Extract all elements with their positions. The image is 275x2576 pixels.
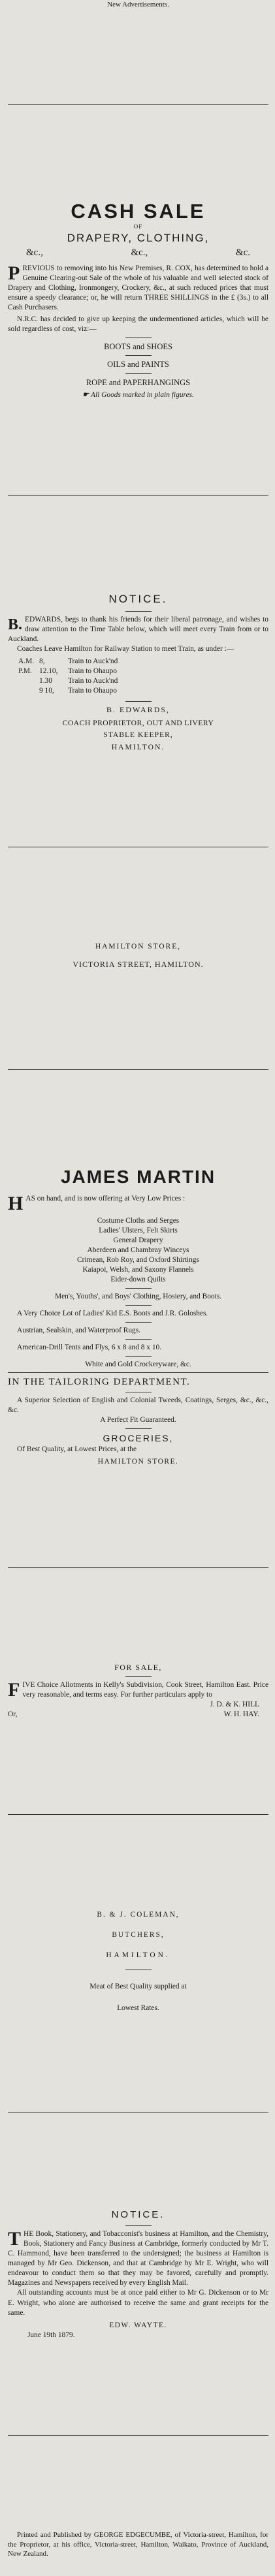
- divider: [8, 2435, 268, 2436]
- timetable-row: [18, 686, 268, 696]
- ampm-label: [18, 676, 39, 686]
- drop-cap: P: [8, 262, 20, 284]
- etc-text: &c.: [235, 247, 250, 258]
- body-text: AS on hand, and is now offering at Very Low Prices :: [25, 1194, 186, 1202]
- list-item: OILS and PAINTS: [107, 360, 169, 369]
- time-label: 12.10,: [39, 667, 58, 676]
- stock-item: Men's, Youths', and Boys' Clothing, Hosiery, and Boots.: [54, 1292, 222, 1300]
- body-text: HE Book, Stationery, and Tobacconist's business at Hamilton, and the Chemistry, Book, Stationery and Fancy Business at Cambridge, formerly conducted by Mr T. C. Hammond, have been transferred to the undersigned; the business at Hamilton is managed by Mr Geo. Dickenson, and that at Cambridge by Mr E. Wright, who will endeavour to conduct them so that they may be favored, carefully and promptly. Magazines and Newspapers received by every English Mail.: [8, 2230, 268, 2287]
- etc-line: [26, 247, 250, 260]
- section-heading: GROCERIES,: [103, 1433, 174, 1444]
- stock-item: Kaiapoi, Welsh, and Saxony Flannels: [82, 1265, 194, 1274]
- divider: [125, 2225, 152, 2226]
- cash-sale-advert: [8, 200, 268, 401]
- divider: [125, 611, 152, 612]
- train-label: Train to Ohaupo: [68, 687, 117, 695]
- store-address: VICTORIA STREET, HAMILTON.: [73, 960, 204, 969]
- divider: [125, 1356, 152, 1357]
- trade-line: BUTCHERS,: [112, 1930, 165, 1939]
- etc-text: &c.,: [131, 247, 148, 258]
- list-item: ROPE and PAPERHANGINGS: [86, 377, 191, 387]
- body-text: Lowest Rates.: [117, 2003, 159, 2012]
- notice-body: [8, 615, 268, 644]
- place-line: HAMILTON.: [111, 742, 165, 751]
- signature: W. H. HAY.: [223, 1710, 259, 1719]
- stock-item: Eider-down Quilts: [110, 1275, 166, 1283]
- signature: EDW. WAYTE.: [109, 2321, 167, 2329]
- divider: [8, 1372, 268, 1373]
- goods-heading: DRAPERY, CLOTHING,: [67, 231, 210, 244]
- advert-body: [8, 1192, 268, 1214]
- advert-title: B. & J. COLEMAN,: [97, 1910, 180, 1919]
- title-line: STABLE KEEPER,: [103, 730, 173, 740]
- section-header: New Advertisements.: [107, 1, 169, 8]
- imprint: Printed and Published by GEORGE EDGECUMBE, of Victoria-street, Hamilton, for the Proprietor, at his office, Victoria-street, Hamilton, Waikato, Province of Auckland, New Zealand.: [8, 2531, 268, 2558]
- stock-item: General Drapery: [113, 1236, 163, 1244]
- timetable: [18, 657, 268, 696]
- body-text: REVIOUS to removing into his New Premises, R. COX, has determined to hold a Genuine Clearing-out Sale of the whole of his valuable and well selected stock of Drapery and Clothing, Ironmongery, Crockery, &c., at such reduced prices that must ensure a speedy clearance; or, he will return THREE SHILLINGS in the £ (3s.) to all Cash Purchasers.: [8, 264, 268, 311]
- stock-item: Costume Cloths and Serges: [97, 1216, 180, 1225]
- stock-item: Of Best Quality, at Lowest Prices, at the: [17, 1445, 137, 1453]
- advert-title: FOR SALE,: [114, 1663, 162, 1673]
- advert-body: [8, 1680, 268, 1700]
- etc-text: &c.,: [26, 247, 43, 258]
- train-label: Train to Auck'nd: [68, 677, 118, 685]
- divider: [125, 1676, 152, 1677]
- signature: J. D. & K. HILL: [210, 1701, 259, 1709]
- advert-title: CASH SALE: [71, 199, 206, 223]
- section-heading: IN THE TAILORING DEPARTMENT.: [8, 1377, 191, 1388]
- notice-body: Coaches Leave Hamilton for Railway Station to meet Train, as under :—: [17, 644, 235, 653]
- advert-body: N.R.C. has decided to give up keeping the undermentioned articles, which will be sold regardless of cost, viz:—: [8, 315, 268, 333]
- store-name: HAMILTON STORE,: [95, 943, 182, 951]
- stock-item: Aberdeen and Chambray Winceys: [87, 1246, 189, 1254]
- closing-line: HAMILTON STORE.: [97, 1457, 179, 1466]
- pointing-hand-icon: ☛: [82, 391, 91, 400]
- divider: [125, 1322, 152, 1323]
- advert-body: [8, 264, 268, 313]
- advert-title: JAMES MARTIN: [60, 1166, 216, 1187]
- divider: [125, 1288, 152, 1289]
- divider: [125, 701, 152, 702]
- signature-line: [8, 1710, 268, 1720]
- or-label: Or,: [8, 1710, 18, 1719]
- divider: [8, 104, 268, 105]
- wayte-notice: [8, 2208, 268, 2340]
- time-label: 1.30: [39, 677, 52, 685]
- divider: [125, 1428, 152, 1429]
- timetable-row: [18, 676, 268, 686]
- divider: [125, 1305, 152, 1306]
- divider: [125, 355, 152, 356]
- divider: [125, 1339, 152, 1340]
- title-line: COACH PROPRIETOR, OUT AND LIVERY: [62, 719, 214, 728]
- notice-heading: NOTICE.: [111, 2209, 165, 2221]
- train-label: Train to Ohaupo: [68, 667, 117, 676]
- drop-cap: F: [8, 1679, 20, 1701]
- stock-item: A Superior Selection of English and Colonial Tweeds, Coatings, Serges, &c., &c., &c.: [8, 1396, 268, 1415]
- notice-body: [8, 2229, 268, 2288]
- train-label: Train to Auck'nd: [68, 657, 118, 665]
- footer-line: [8, 390, 268, 400]
- stock-item: A Very Choice Lot of Ladies' Kid E.S. Boots and J.R. Goloshes.: [17, 1309, 208, 1317]
- ampm-label: P.M.: [18, 667, 32, 676]
- notice-body: All outstanding accounts must be at once paid either to Mr G. Dickenson or to Mr E. Wright, who alone are authorised to receive the same and grant receipts for the same.: [8, 2289, 268, 2317]
- for-sale-advert: [8, 1663, 268, 1720]
- body-text: Meat of Best Quality supplied at: [89, 1982, 187, 1990]
- of-label: OF: [133, 223, 143, 230]
- divider: [8, 1814, 268, 1815]
- stock-item: A Perfect Fit Guaranteed.: [100, 1416, 176, 1424]
- notice-heading: NOTICE.: [108, 592, 168, 605]
- body-text: EDWARDS, begs to thank his friends for their liberal patronage, and wishes to draw attention to the Time Table below, which will meet every Train from or to Auckland.: [8, 615, 268, 643]
- timetable-row: [18, 667, 268, 676]
- signature: B. EDWARDS,: [106, 705, 170, 715]
- drop-cap: B.: [8, 616, 23, 633]
- drop-cap: H: [8, 1192, 24, 1214]
- divider: [8, 495, 268, 496]
- coach-notice: [8, 591, 268, 752]
- timetable-row: [18, 657, 268, 667]
- stock-item: Austrian, Sealskin, and Waterproof Rugs.: [17, 1326, 141, 1334]
- stock-item: Crimean, Rob Roy, and Oxford Shirtings: [77, 1255, 199, 1264]
- body-text: IVE Choice Allotments in Kelly's Subdivision, Cook Street, Hamilton East. Price very reasonable, and terms easy. For further particulars apply to: [22, 1681, 268, 1699]
- james-martin-advert: [8, 942, 268, 1467]
- divider: [125, 373, 152, 374]
- divider: [8, 1567, 268, 1568]
- time-label: 8,: [39, 657, 45, 665]
- stock-item: American-Drill Tents and Flys, 6 x 8 and 8 x 10.: [17, 1343, 162, 1351]
- list-item: BOOTS and SHOES: [104, 341, 172, 351]
- drop-cap: T: [8, 2228, 22, 2250]
- stock-list: [8, 1216, 268, 1285]
- ampm-label: [18, 686, 39, 696]
- stock-item: Ladies' Ulsters, Felt Skirts: [99, 1226, 178, 1234]
- divider: [8, 1069, 268, 1070]
- ampm-label: A.M.: [18, 657, 35, 665]
- place-line: HAMILTON.: [106, 1951, 170, 1959]
- stock-item: White and Gold Crockeryware, &c.: [85, 1360, 191, 1369]
- time-label: 9 10,: [39, 687, 54, 695]
- date-line: June 19th 1879.: [27, 2331, 75, 2339]
- coleman-advert: [8, 1910, 268, 2013]
- footer-text: All Goods marked in plain figures.: [91, 391, 194, 400]
